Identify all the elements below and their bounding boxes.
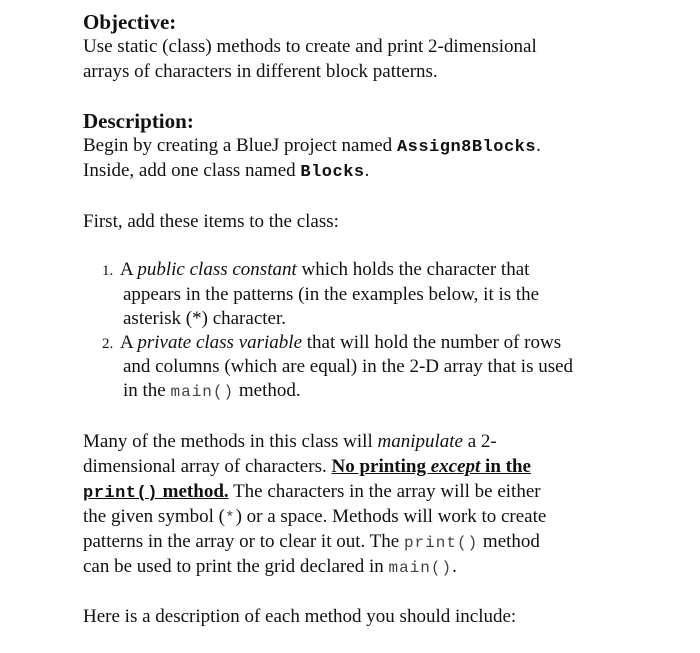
description-line-1 bbox=[83, 134, 541, 160]
para-bold-underline: in the bbox=[480, 456, 531, 477]
para-emphasis: manipulate bbox=[377, 431, 463, 452]
main-method-code: main() bbox=[170, 383, 235, 401]
para-bold-italic-underline: except bbox=[430, 456, 481, 477]
para-text: a 2- bbox=[462, 431, 497, 452]
para-bold-underline: method. bbox=[157, 481, 229, 502]
para-text: method bbox=[478, 531, 540, 552]
list-item-2-line-1 bbox=[102, 331, 561, 356]
first-intro: First, add these items to the class: bbox=[83, 211, 339, 232]
description-heading: Description: bbox=[83, 109, 194, 133]
para-text: dimensional array of characters. bbox=[83, 456, 332, 477]
list-number: 1. bbox=[102, 263, 114, 279]
para-text: . bbox=[452, 556, 457, 577]
project-name-code: Assign8Blocks bbox=[396, 138, 537, 157]
methods-para-line-6 bbox=[83, 555, 457, 580]
para-text: ) or a space. Methods will work to create bbox=[235, 506, 547, 527]
description-line-2 bbox=[83, 159, 369, 185]
objective-line-1: Use static (class) methods to create and print 2-dimensional bbox=[83, 36, 537, 57]
symbol-code: * bbox=[224, 509, 236, 527]
list-emphasis: private class variable bbox=[137, 332, 303, 353]
list-text: in the bbox=[123, 380, 171, 401]
para-text: the given symbol ( bbox=[83, 506, 225, 527]
description-text: Inside, add one class named bbox=[83, 160, 301, 181]
closing-line: Here is a description of each method you should include: bbox=[83, 606, 517, 627]
print-method-code: print() bbox=[83, 484, 158, 503]
list-item-2-line-3 bbox=[123, 379, 301, 404]
objective-line-2: arrays of characters in different block patterns. bbox=[83, 61, 438, 82]
methods-para-line-2 bbox=[83, 455, 531, 479]
list-emphasis: public class constant bbox=[137, 259, 297, 280]
list-number: 2. bbox=[102, 336, 114, 352]
period: . bbox=[536, 135, 541, 156]
methods-para-line-1 bbox=[83, 430, 497, 454]
para-text: patterns in the array or to clear it out. The bbox=[83, 531, 404, 552]
para-text: can be used to print the grid declared in bbox=[83, 556, 389, 577]
list-item-1-line-2: appears in the patterns (in the examples below, it is the bbox=[123, 284, 540, 305]
para-bold-underline: No printing bbox=[331, 456, 431, 477]
methods-para-line-3 bbox=[83, 480, 541, 506]
list-text: A bbox=[116, 332, 138, 353]
list-text: method. bbox=[234, 380, 301, 401]
methods-para-line-4 bbox=[83, 505, 546, 530]
class-name-code: Blocks bbox=[300, 163, 365, 182]
period: . bbox=[364, 160, 370, 181]
list-text: A bbox=[116, 259, 138, 280]
main-code: main() bbox=[388, 559, 453, 577]
description-text: Begin by creating a BlueJ project named bbox=[83, 135, 397, 156]
objective-heading: Objective: bbox=[83, 10, 177, 34]
list-item-1-line-3: asterisk (*) character. bbox=[123, 308, 286, 329]
list-text: which holds the character that bbox=[296, 259, 530, 280]
para-text: Many of the methods in this class will bbox=[83, 431, 378, 452]
para-text: The characters in the array will be either bbox=[228, 481, 541, 502]
list-item-2-line-2: and columns (which are equal) in the 2-D array that is used bbox=[123, 356, 574, 377]
list-text: that will hold the number of rows bbox=[302, 332, 562, 353]
print-code: print() bbox=[403, 534, 479, 552]
list-item-1-line-1 bbox=[102, 258, 529, 283]
methods-para-line-5 bbox=[83, 530, 540, 555]
